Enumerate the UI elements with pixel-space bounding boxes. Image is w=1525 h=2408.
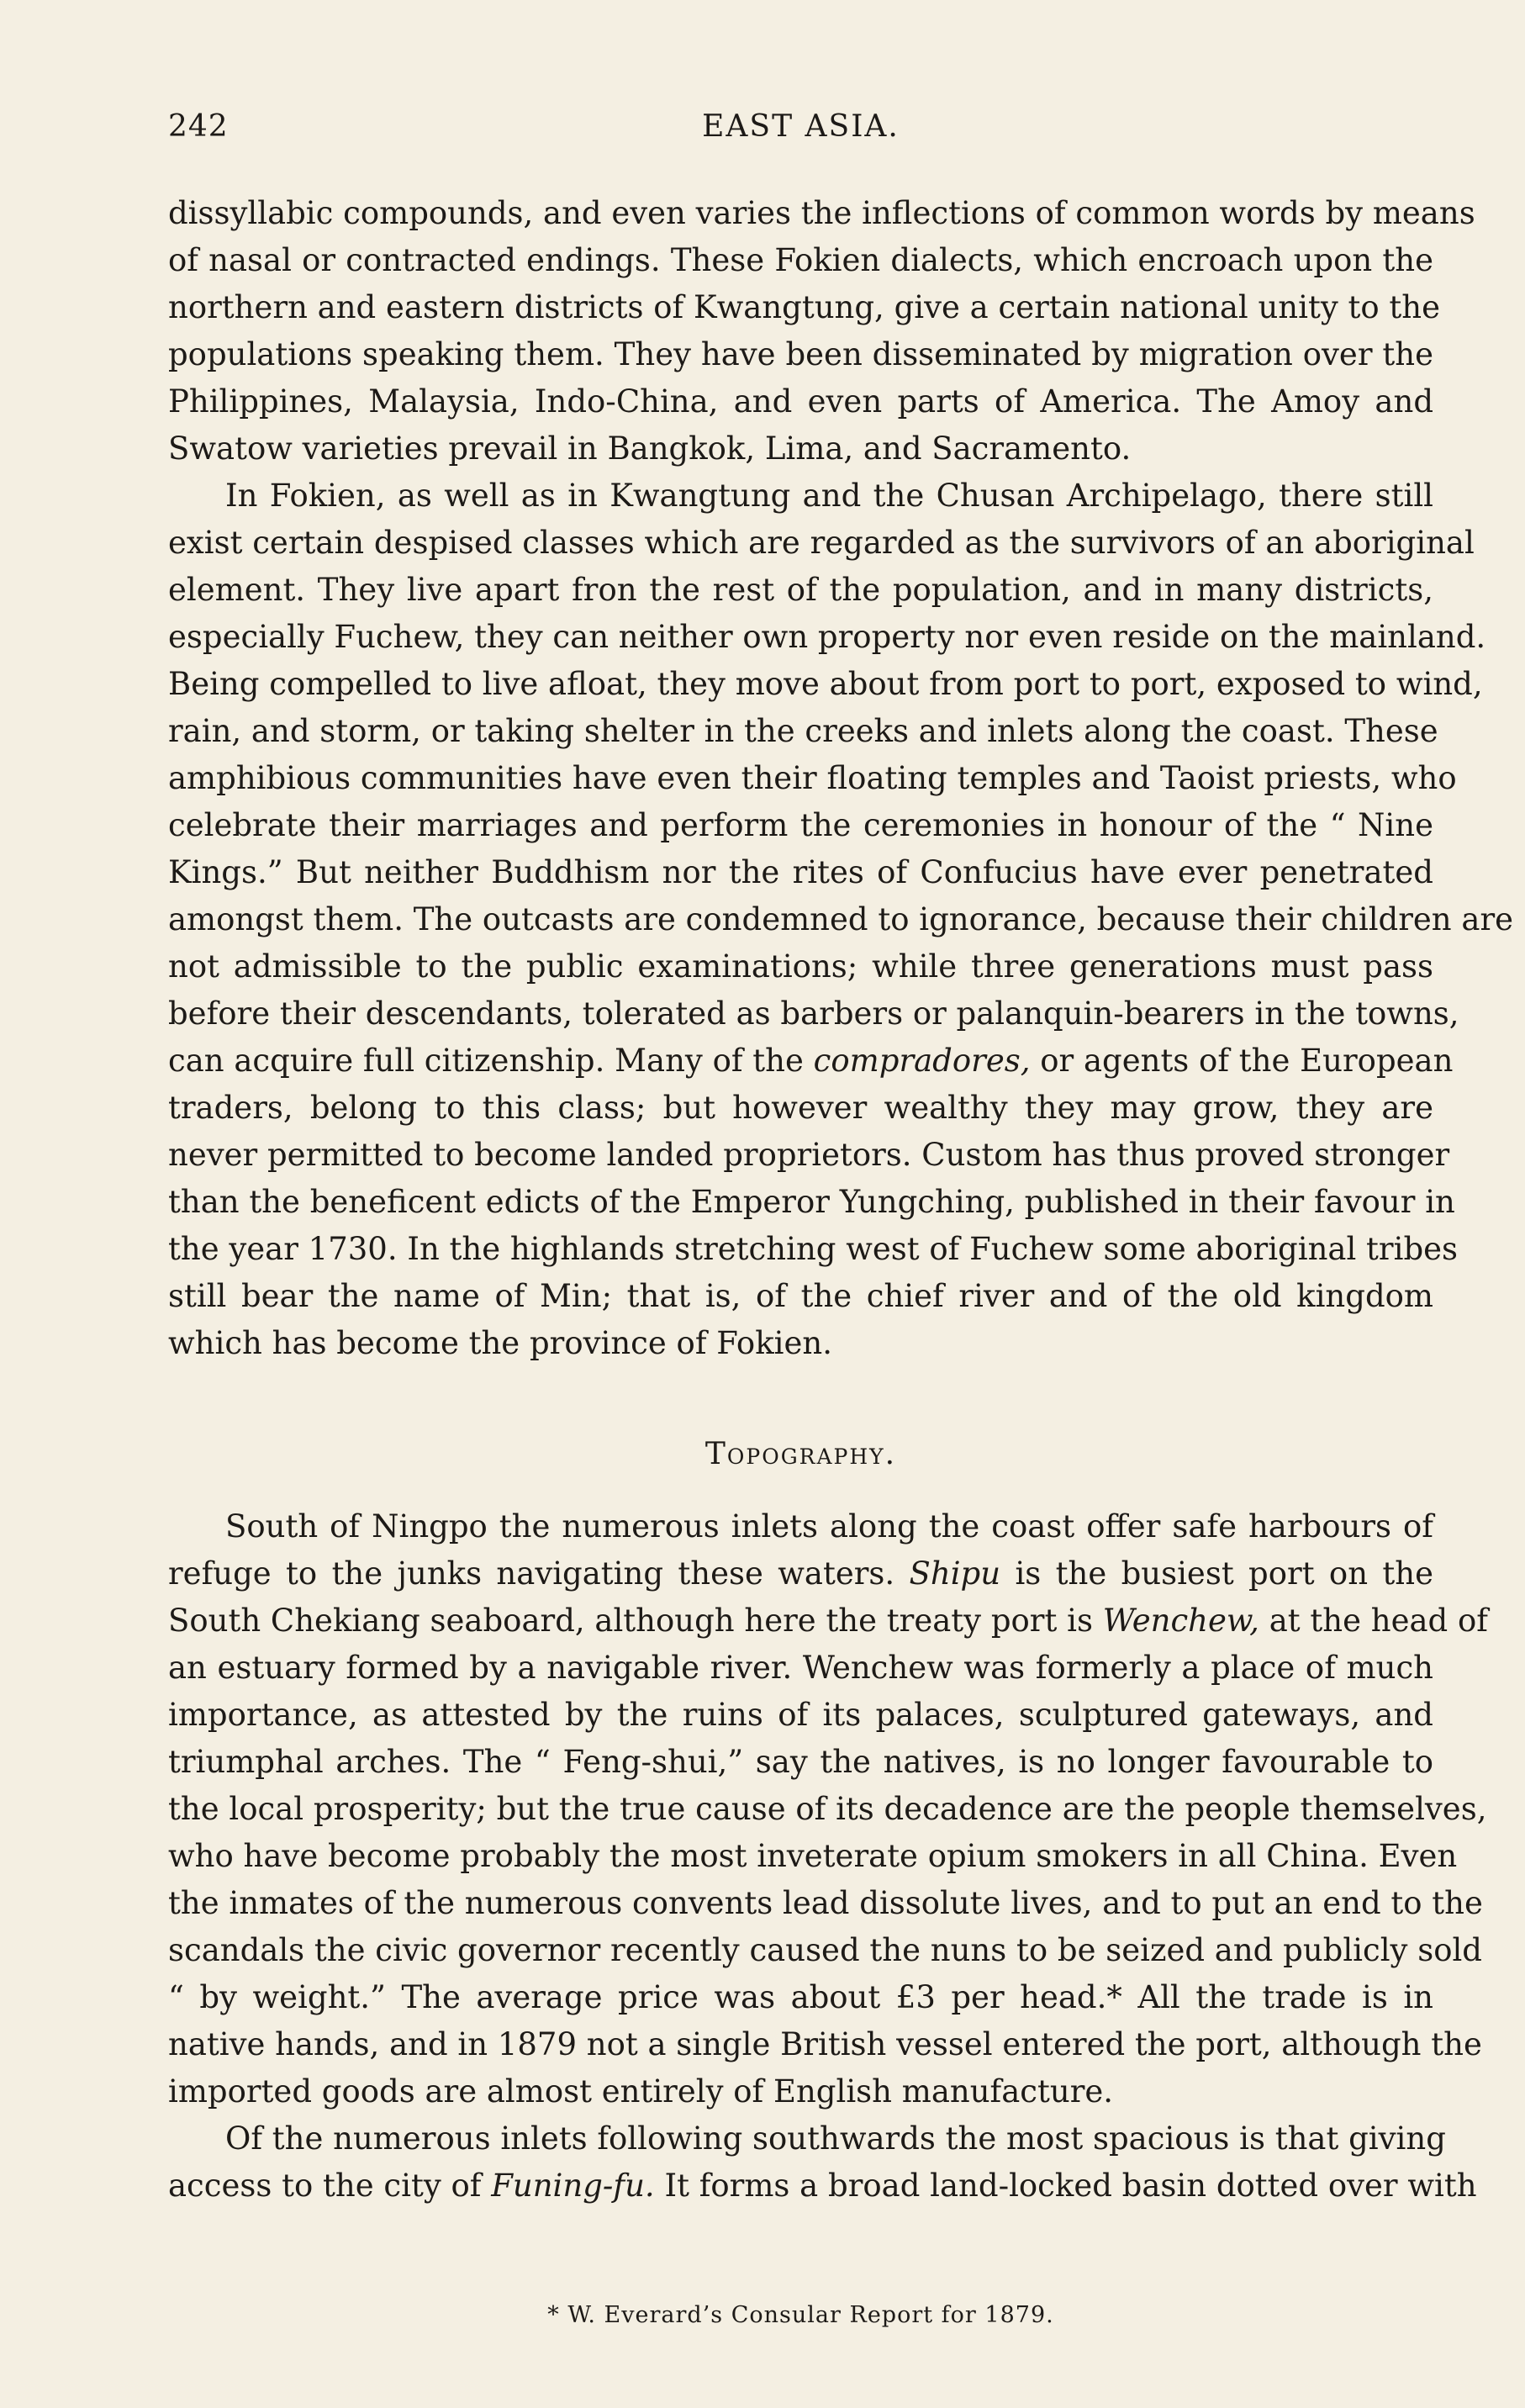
paragraph-funing-fu [168, 2115, 1477, 2210]
text-run: South Chekiang seaboard, although here the treaty port is [168, 1603, 1103, 1639]
text-line [168, 2162, 1477, 2210]
paragraph-fokien-classes [168, 473, 1514, 1367]
text-line: which has become the province of Fokien. [168, 1325, 832, 1361]
running-title: EAST ASIA. [702, 109, 900, 144]
text-line: rain, and storm, or taking shelter in the creeks and inlets along the coast. These [168, 713, 1438, 749]
text-line: amphibious communities have even their floating temples and Taoist priests, who [168, 760, 1457, 796]
text-line: amongst them. The outcasts are condemned to ignorance, because their children are [168, 901, 1514, 937]
text-line: In Fokien, as well as in Kwangtung and the Chusan Archipelago, there still [225, 478, 1433, 514]
text-line: dissyllabic compounds, and even varies the inflections of common words by means [168, 195, 1475, 231]
text-line: element. They live apart fron the rest of the population, and in many districts, [168, 572, 1433, 608]
text-line: still bear the name of Min; that is, of the chief river and of the old kingdom [168, 1278, 1433, 1314]
text-line: “ by weight.” The average price was about £3 per head.* All the trade is in [168, 1979, 1433, 2015]
text-line: South of Ningpo the numerous inlets along the coast offer safe harbours of [225, 1508, 1433, 1545]
text-line: northern and eastern districts of Kwangtung, give a certain national unity to the [168, 289, 1441, 325]
text-line: Kings.” But neither Buddhism nor the rites of Confucius have ever penetrated [168, 854, 1433, 890]
text-line: not admissible to the public examinations; while three generations must pass [168, 948, 1433, 985]
text-run: is the busiest port on the [1000, 1555, 1434, 1592]
footnote: * W. Everard’s Consular Report for 1879. [547, 2302, 1054, 2328]
text-run: or agents of the European [1030, 1043, 1454, 1079]
text-line: Of the numerous inlets following southwards the most spacious is that giving [225, 2120, 1446, 2157]
text-line: especially Fuchew, they can neither own property nor even reside on the mainland. [168, 619, 1486, 655]
text-line: an estuary formed by a navigable river. Wenchew was formerly a place of much [168, 1650, 1433, 1686]
text-line: native hands, and in 1879 not a single British vessel entered the port, although the [168, 2026, 1482, 2062]
italic-place-name: Wenchew, [1102, 1603, 1259, 1639]
page-number: 242 [168, 109, 229, 144]
paragraph-wenchew [168, 1503, 1488, 2115]
text-line: the inmates of the numerous convents lead dissolute lives, and to put an end to the [168, 1885, 1483, 1921]
text-line [168, 1550, 1433, 1597]
text-run: can acquire full citizenship. Many of the [168, 1043, 814, 1079]
text-line: populations speaking them. They have been disseminated by migration over the [168, 336, 1433, 372]
section-heading: Topography. [704, 1437, 897, 1471]
text-run: at the head of [1259, 1603, 1488, 1639]
text-line: before their descendants, tolerated as barbers or palanquin-bearers in the towns, [168, 995, 1459, 1032]
text-line [168, 1597, 1488, 1645]
text-line: imported goods are almost entirely of English manufacture. [168, 2073, 1114, 2110]
text-line: the local prosperity; but the true cause of its decadence are the people themselves, [168, 1791, 1487, 1827]
italic-term: compradores, [813, 1043, 1031, 1079]
text-line [168, 1038, 1454, 1085]
text-line: who have become probably the most inveterate opium smokers in all China. Even [168, 1838, 1458, 1874]
text-run: refuge to the junks navigating these waters. [168, 1555, 910, 1592]
text-line: the year 1730. In the highlands stretching west of Fuchew some aboriginal tribes [168, 1231, 1459, 1267]
text-line: triumphal arches. The “ Feng-shui,” say the natives, is no longer favourable to [168, 1744, 1433, 1780]
text-line: importance, as attested by the ruins of its palaces, sculptured gateways, and [168, 1697, 1433, 1733]
paragraph-continuation [168, 190, 1475, 473]
running-head [168, 109, 1433, 151]
text-line: Philippines, Malaysia, Indo-China, and even parts of America. The Amoy and [168, 383, 1433, 420]
text-run: It forms a broad land-locked basin dotted over with [654, 2168, 1477, 2204]
text-line: scandals the civic governor recently caused the nuns to be seized and publicly sold [168, 1932, 1482, 1968]
text-line: exist certain despised classes which are regarded as the survivors of an aboriginal [168, 525, 1475, 561]
text-line: never permitted to become landed proprietors. Custom has thus proved stronger [168, 1137, 1450, 1173]
text-run: access to the city of [168, 2168, 492, 2204]
text-line: Swatow varieties prevail in Bangkok, Lima, and Sacramento. [168, 430, 1132, 467]
text-line: of nasal or contracted endings. These Fokien dialects, which encroach upon the [168, 242, 1433, 278]
text-line: than the beneficent edicts of the Emperor Yungching, published in their favour in [168, 1184, 1455, 1220]
italic-place-name: Shipu [909, 1555, 1001, 1592]
text-line: Being compelled to live afloat, they move about from port to port, exposed to wind, [168, 666, 1483, 702]
italic-place-name: Funing-fu. [491, 2168, 655, 2204]
text-line: celebrate their marriages and perform the ceremonies in honour of the “ Nine [168, 807, 1433, 843]
text-line: traders, belong to this class; but however wealthy they may grow, they are [168, 1090, 1433, 1126]
